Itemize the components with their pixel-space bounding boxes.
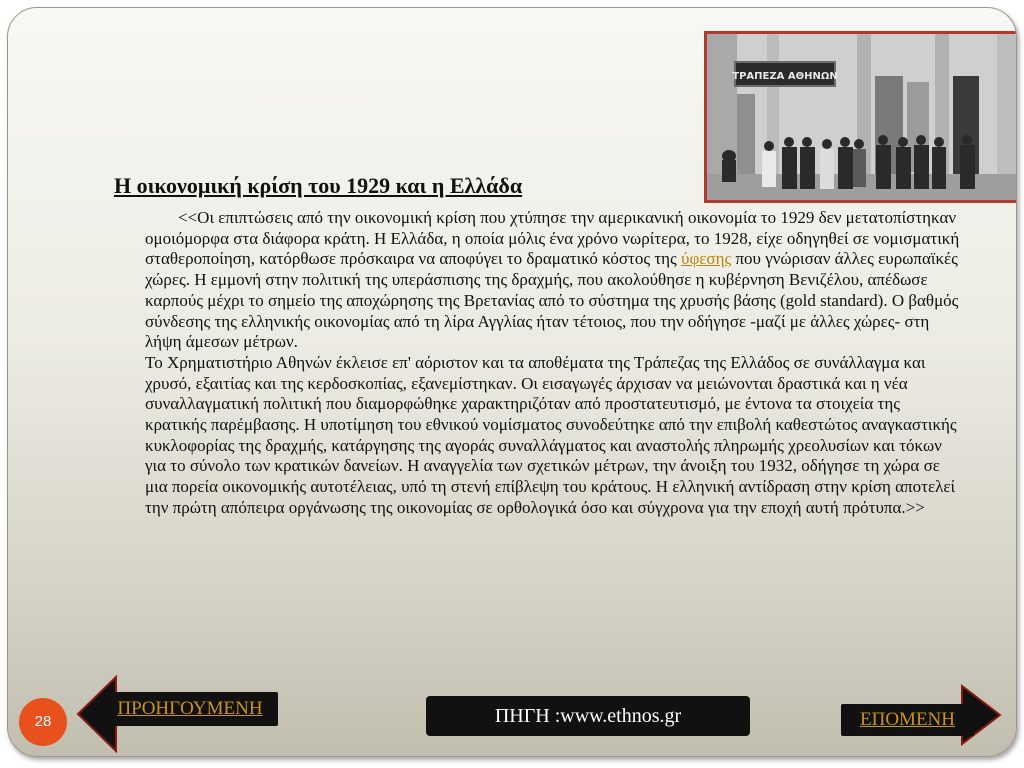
slide-title: Η οικονομική κρίση του 1929 και η Ελλάδα [114,173,523,198]
next-button[interactable]: ΕΠΟΜΕΝΗ [841,704,974,736]
article-body [145,208,963,519]
article-paragraph-2: Το Χρηματιστήριο Αθηνών έκλεισε επ' αόριστον και τα αποθέματα της Τράπεζας της Ελλάδος σε συνάλλαγμα και χρυσό, εξαιτίας και της κερδοσκοπίας, εξανεμίστηκαν. Οι εισαγωγές άρχισαν να μειώνονται δραστικά και η νέα συναλλαγματική πολιτική που διαμορφώθηκε χαρακτηριζόταν από προστατευτισμό, με έντονα τα στοιχεία της κρατικής παρέμβασης. Η υποτίμηση του εθνικού νομίσματος συνοδεύτηκε από την επιβολή καθεστώτος αναγκαστικής κυκλοφορίας της δραχμής, κατάργησης της αγοράς συναλλάγματος και αναστολής πληρωμής χρεολυσίων και τόκων για το σύνολο των κρατικών δανείων. Η αναγγελία των σχετικών μέτρων, την άνοιξη του 1932, οδήγησε τη χώρα σε μια πορεία οικονομικής αυτοτέλειας, υπό τη στενή επίβλεψη του κράτους. Η ελληνική αντίδραση στην κρίση αποτελεί την πρώτη απόπειρα οργάνωσης της οικονομίας σε ορθολογικά όσο και σύγχρονα για την εποχή αυτή πρότυπα.>> [145,352,957,517]
bank-photo [704,31,1017,203]
slide [7,7,1017,757]
page-number-badge: 28 [19,698,67,746]
source-label: ΠΗΓΗ :www.ethnos.gr [426,696,750,736]
bank-photo-image [707,34,1017,200]
previous-button[interactable]: ΠΡΟΗΓΟΥΜΕΝΗ [102,692,278,726]
paragraph-1-text-start: <<Οι επιπτώσεις από την οικονομική κρίση που χτύπησε την αμερικανική οικονομία το 1929 δεν μετατοπίστηκαν ομοιόμορφα στα διάφορα κράτη. Η Ελλάδα, η οποία μόλις ένα χρόνο νωρίτερα, το 1928, είχε οδηγηθεί σε νομισματική σταθεροποίηση, κατόρθωσε πρόσκαιρα να αποφύγει το δραματικό κόστος της [145,208,960,269]
paragraph-1-text-end: που γνώρισαν άλλες ευρωπαϊκές χώρες. Η εμμονή στην πολιτική της υπεράσπισης της δραχμής, που ακολούθησε η κυβέρνηση Βενιζέλου, απέδωσε καρπούς μέχρι το σημείο της αποχώρησης της Βρετανίας από το σύστημα της χρυσής βάσης (gold standard). Ο βαθμός σύνδεσης της ελληνικής οικονομίας από τη λίρα Αγγλίας ήταν τέτοιος, που την οδήγησε -μαζί με άλλες χώρες- στη λήψη άμεσων μέτρων. [145,249,959,352]
recession-link[interactable]: ύφεσης [681,249,732,269]
article-paragraph-1 [145,208,963,353]
bank-sign-text: ΤΡΑΠΕΖΑ ΑΘΗΝΩΝ [732,71,838,82]
